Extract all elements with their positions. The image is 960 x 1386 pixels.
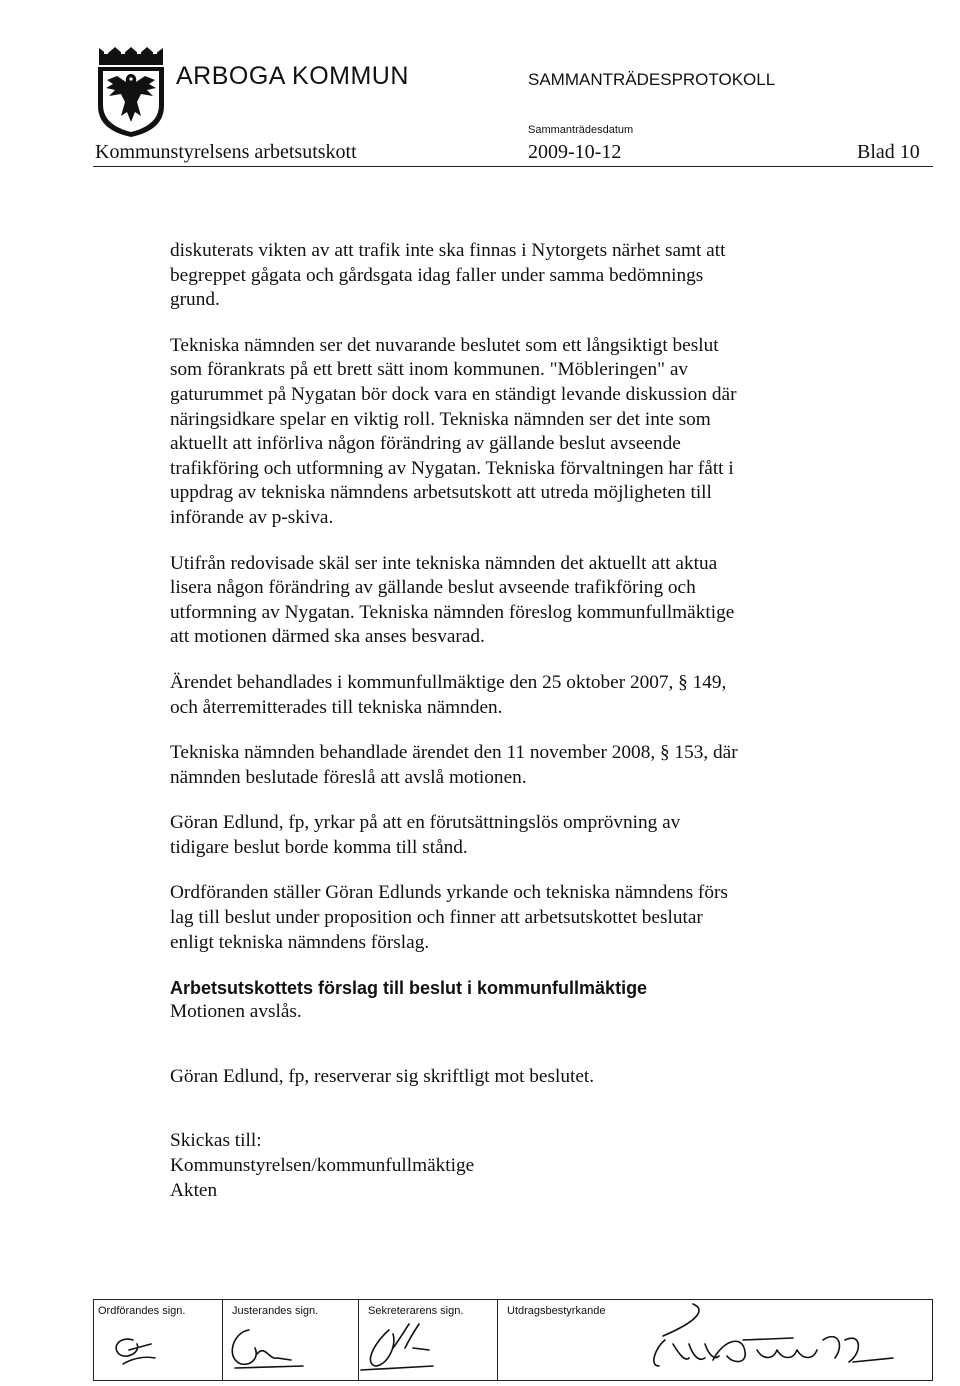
secretary-initials-signature bbox=[361, 1324, 433, 1370]
distribution-list bbox=[170, 1129, 860, 1203]
distribution-label: Skickas till: bbox=[170, 1130, 262, 1152]
text-line: begreppet gågata och gårdsgata idag faller under samma bedömnings bbox=[170, 264, 704, 286]
text-line: aktuellt att införliva någon förändring av gällande beslut avseende bbox=[170, 433, 681, 455]
text-line: nämnden beslutade föreslå att avslå motionen. bbox=[170, 766, 527, 788]
secretary-signature-label: Sekreterarens sign. bbox=[368, 1305, 464, 1317]
paragraph bbox=[170, 239, 860, 313]
committee-name: Kommunstyrelsens arbetsutskott bbox=[95, 141, 357, 163]
organization-name: ARBOGA KOMMUN bbox=[176, 62, 409, 90]
footer-bottom-line bbox=[93, 1380, 933, 1381]
chair-signature-label: Ordförandes sign. bbox=[98, 1305, 186, 1317]
text-line: enligt tekniska nämndens förslag. bbox=[170, 931, 430, 953]
chair-initials-signature bbox=[116, 1339, 155, 1364]
paragraph bbox=[170, 881, 860, 955]
municipal-crest-logo bbox=[95, 46, 167, 138]
document-type-title: SAMMANTRÄDESPROTOKOLL bbox=[528, 70, 776, 89]
text-line: trafikföring och utformning av Nygatan. Tekniska förvaltningen har fått i bbox=[170, 457, 734, 479]
text-line: uppdrag av tekniska nämndens arbetsutskott att utreda möjligheten till bbox=[170, 482, 712, 504]
text-line: Ärendet behandlades i kommunfullmäktige den 25 oktober 2007, § 149, bbox=[170, 671, 727, 693]
meeting-date: 2009-10-12 bbox=[528, 141, 622, 163]
paragraph bbox=[170, 552, 860, 650]
certifier-signature bbox=[654, 1304, 893, 1366]
decision-text: Motionen avslås. bbox=[170, 1001, 302, 1023]
header-divider bbox=[93, 166, 933, 167]
paragraph bbox=[170, 811, 860, 860]
text-line: som förankrats på ett brett sätt inom kommunen. "Möbleringen" av bbox=[170, 359, 689, 381]
text-line: gaturummet på Nygatan bör dock vara en ständigt levande diskussion där bbox=[170, 383, 737, 405]
text-line: lisera någon förändring av gällande beslut avseende trafikföring och bbox=[170, 577, 696, 599]
text-line: och återremitterades till tekniska nämnden. bbox=[170, 696, 503, 718]
text-line: lag till beslut under proposition och finner att arbetsutskottet beslutar bbox=[170, 907, 703, 929]
paragraph bbox=[170, 334, 860, 531]
meeting-date-label: Sammanträdesdatum bbox=[528, 124, 634, 136]
text-line: Tekniska nämnden behandlade ärendet den 11 november 2008, § 153, där bbox=[170, 742, 738, 764]
decision-heading: Arbetsutskottets förslag till beslut i kommunfullmäktige bbox=[170, 978, 648, 999]
text-line: att motionen därmed ska anses besvarad. bbox=[170, 626, 485, 648]
paragraph bbox=[170, 671, 860, 720]
paragraph bbox=[170, 741, 860, 790]
document-body bbox=[170, 239, 860, 1203]
text-line: Utifrån redovisade skäl ser inte tekniska nämnden det aktuellt att aktua bbox=[170, 552, 718, 574]
handwritten-signatures bbox=[93, 1300, 933, 1380]
page-number: Blad 10 bbox=[857, 141, 920, 163]
reservation-text: Göran Edlund, fp, reserverar sig skriftligt mot beslutet. bbox=[170, 1065, 595, 1087]
adjuster-signature-label: Justerandes sign. bbox=[232, 1305, 319, 1317]
text-line: grund. bbox=[170, 289, 220, 311]
text-line: näringsidkare spelar en viktig roll. Tekniska nämnden ser det inte som bbox=[170, 408, 711, 430]
text-line: utformning av Nygatan. Tekniska nämnden föreslog kommunfullmäktige bbox=[170, 601, 735, 623]
text-line: tidigare beslut borde komma till stånd. bbox=[170, 836, 468, 858]
excerpt-certification-label: Utdragsbestyrkande bbox=[507, 1305, 606, 1317]
text-line: Tekniska nämnden ser det nuvarande beslutet som ett långsiktigt beslut bbox=[170, 334, 719, 356]
text-line: Ordföranden ställer Göran Edlunds yrkande och tekniska nämndens förs bbox=[170, 882, 728, 904]
text-line: diskuterats vikten av att trafik inte ska finnas i Nytorgets närhet samt att bbox=[170, 240, 726, 261]
text-line: införande av p-skiva. bbox=[170, 506, 334, 528]
distribution-recipient: Kommunstyrelsen/kommunfullmäktige bbox=[170, 1155, 475, 1177]
text-line: Göran Edlund, fp, yrkar på att en förutsättningslös omprövning av bbox=[170, 812, 681, 834]
adjuster-initials-signature bbox=[232, 1330, 303, 1368]
distribution-recipient: Akten bbox=[170, 1179, 218, 1201]
